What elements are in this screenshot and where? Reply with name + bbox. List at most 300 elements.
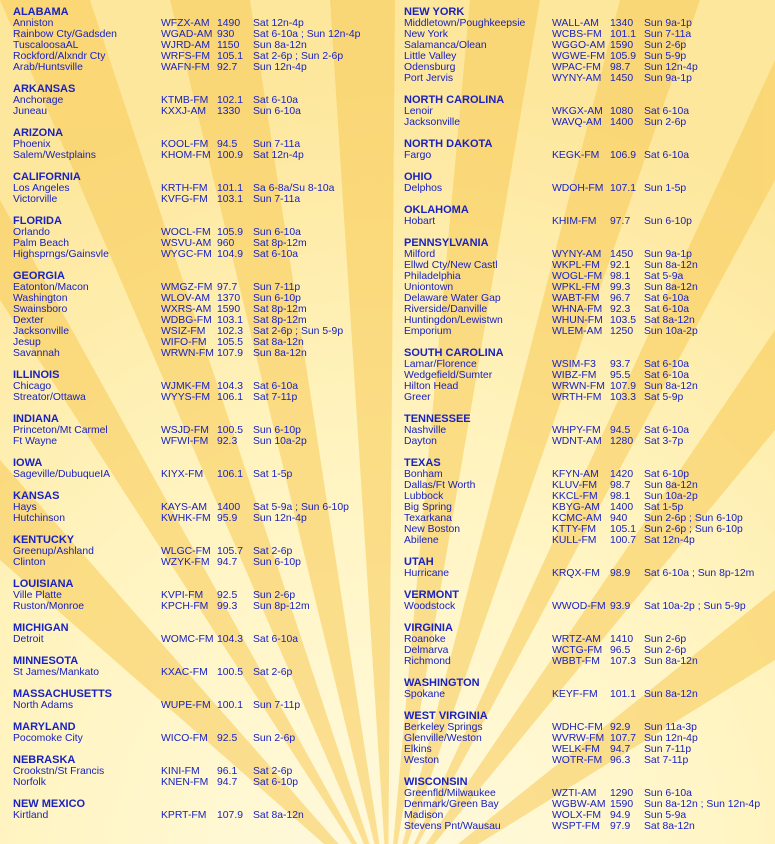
station-call-sign: WMGZ-FM (161, 282, 213, 293)
station-frequency: 1150 (217, 40, 240, 51)
station-city: Big Spring (404, 502, 452, 513)
station-call-sign: WELK-FM (552, 744, 600, 755)
station-city: Texarkana (404, 513, 452, 524)
station-air-time: Sat 7-11p (253, 392, 298, 403)
station-call-sign: WKGX-AM (552, 106, 603, 117)
station-call-sign: WRWN-FM (552, 381, 605, 392)
station-frequency: 97.7 (217, 282, 238, 293)
station-city: Greenfld/Milwaukee (404, 788, 496, 799)
station-air-time: Sun 8a-12n (644, 689, 698, 700)
station-row (13, 392, 388, 403)
station-frequency: 102.1 (217, 95, 244, 106)
state-name: CALIFORNIA (13, 171, 81, 183)
state-section (404, 776, 774, 832)
station-call-sign: WDNT-AM (552, 436, 602, 447)
state-name: VIRGINIA (404, 622, 453, 634)
station-frequency: 1400 (610, 502, 634, 513)
station-call-sign: WSPT-FM (552, 821, 600, 832)
station-frequency: 1330 (217, 106, 241, 117)
station-row (13, 40, 388, 51)
station-city: Streator/Ottawa (13, 392, 86, 403)
station-city: Juneau (13, 106, 48, 117)
station-frequency: 102.3 (217, 326, 244, 337)
station-city: Washington (13, 293, 68, 304)
station-row (13, 150, 388, 161)
station-row (13, 51, 388, 62)
station-air-time: Sun 8a-12n (253, 348, 307, 359)
station-call-sign: KHOM-FM (161, 150, 211, 161)
station-frequency: 1400 (610, 117, 634, 128)
station-air-time: Sun 7-11a (644, 29, 692, 40)
station-city: Roanoke (404, 634, 446, 645)
state-section (13, 413, 388, 447)
state-name: OKLAHOMA (404, 204, 469, 216)
station-city: Berkeley Springs (404, 722, 483, 733)
station-air-time: Sat 10a-2p ; Sun 5-9p (644, 601, 746, 612)
station-call-sign: WSIZ-FM (161, 326, 206, 337)
station-row (13, 601, 388, 612)
station-frequency: 1250 (610, 326, 634, 337)
state-name: VERMONT (404, 589, 459, 601)
station-city: Uniontown (404, 282, 454, 293)
station-city: Savannah (13, 348, 60, 359)
station-air-time: Sun 6-10p (253, 557, 301, 568)
station-call-sign: WJRD-AM (161, 40, 211, 51)
state-name: MICHIGAN (13, 622, 69, 634)
station-city: Jesup (13, 337, 41, 348)
station-row (404, 744, 774, 755)
station-frequency: 100.7 (610, 535, 637, 546)
station-air-time: Sat 7-11p (644, 755, 689, 766)
station-frequency: 100.5 (217, 667, 244, 678)
station-call-sign: WUPE-FM (161, 700, 211, 711)
state-name: UTAH (404, 556, 434, 568)
station-frequency: 98.1 (610, 271, 631, 282)
station-frequency: 1590 (610, 799, 634, 810)
station-air-time: Sun 5-9a (644, 810, 687, 821)
station-row (404, 568, 774, 579)
station-air-time: Sun 6-10a (253, 227, 301, 238)
station-row (404, 62, 774, 73)
station-frequency: 94.5 (217, 139, 238, 150)
station-call-sign: KRTH-FM (161, 183, 208, 194)
station-frequency: 101.1 (610, 689, 637, 700)
station-city: Bonham (404, 469, 443, 480)
station-air-time: Sat 1-5p (253, 469, 293, 480)
station-frequency: 103.3 (610, 392, 637, 403)
station-frequency: 1590 (217, 304, 241, 315)
station-frequency: 1450 (610, 249, 634, 260)
station-air-time: Sun 2-6p (253, 590, 296, 601)
station-call-sign: WRTZ-AM (552, 634, 601, 645)
station-row (404, 524, 774, 535)
station-row (404, 293, 774, 304)
state-name: KANSAS (13, 490, 60, 502)
station-row (13, 557, 388, 568)
state-section (13, 215, 388, 260)
station-air-time: Sun 12n-4p (253, 62, 307, 73)
station-row (404, 502, 774, 513)
station-city: New Boston (404, 524, 461, 535)
station-frequency: 96.5 (610, 645, 631, 656)
station-row (13, 95, 388, 106)
state-section (404, 138, 774, 161)
station-frequency: 92.7 (217, 62, 238, 73)
station-call-sign: WGGO-AM (552, 40, 606, 51)
station-frequency: 96.7 (610, 293, 631, 304)
station-city: Hays (13, 502, 37, 513)
station-city: Orlando (13, 227, 50, 238)
station-row (13, 634, 388, 645)
station-city: St James/Mankato (13, 667, 100, 678)
state-name: MARYLAND (13, 721, 76, 733)
station-air-time: Sun 10a-2p (644, 326, 698, 337)
state-name: NORTH DAKOTA (404, 138, 493, 150)
station-frequency: 98.7 (610, 480, 631, 491)
station-city: Greer (404, 392, 431, 403)
station-row (13, 733, 388, 744)
station-air-time: Sun 8a-12n (644, 282, 698, 293)
state-name: NORTH CAROLINA (404, 94, 505, 106)
station-call-sign: WLGC-FM (161, 546, 211, 557)
station-frequency: 107.9 (217, 810, 244, 821)
station-city: Kirtland (13, 810, 49, 821)
state-name: IOWA (13, 457, 43, 469)
state-section (404, 171, 774, 194)
station-call-sign: KVFG-FM (161, 194, 208, 205)
station-frequency: 94.7 (217, 777, 238, 788)
station-city: Ellwd Cty/New Castl (404, 260, 498, 271)
station-air-time: Sun 9a-1p (644, 73, 692, 84)
station-frequency: 104.3 (217, 634, 244, 645)
station-call-sign: WOMC-FM (161, 634, 214, 645)
station-call-sign: KKCL-FM (552, 491, 598, 502)
station-frequency: 98.7 (610, 62, 631, 73)
station-row (13, 700, 388, 711)
station-city: Anchorage (13, 95, 64, 106)
station-call-sign: KBYG-AM (552, 502, 600, 513)
station-call-sign: KFYN-AM (552, 469, 599, 480)
state-section (404, 413, 774, 447)
station-frequency: 101.1 (217, 183, 244, 194)
station-air-time: Sun 2-6p (644, 40, 687, 51)
station-frequency: 107.7 (610, 733, 637, 744)
station-air-time: Sun 8a-12n (644, 381, 698, 392)
station-call-sign: WALL-AM (552, 18, 599, 29)
station-air-time: Sun 6-10a (644, 788, 692, 799)
station-row (404, 491, 774, 502)
state-section (404, 457, 774, 546)
station-city: Lamar/Florence (404, 359, 477, 370)
station-call-sign: KPRT-FM (161, 810, 207, 821)
station-air-time: Sat 8p-12m (253, 315, 307, 326)
station-city: Denmark/Green Bay (404, 799, 499, 810)
station-air-time: Sun 8a-12n ; Sun 12n-4p (644, 799, 761, 810)
station-call-sign: WRTH-FM (552, 392, 602, 403)
station-row (404, 821, 774, 832)
station-call-sign: WICO-FM (161, 733, 208, 744)
station-city: Milford (404, 249, 436, 260)
station-city: Dallas/Ft Worth (404, 480, 476, 491)
station-air-time: Sun 6-10a (253, 106, 301, 117)
station-air-time: Sat 1-5p (644, 502, 684, 513)
state-name: ARIZONA (13, 127, 64, 139)
station-frequency: 1080 (610, 106, 634, 117)
station-call-sign: KOOL-FM (161, 139, 209, 150)
station-frequency: 107.9 (217, 348, 244, 359)
station-air-time: Sat 8p-12m (253, 238, 307, 249)
station-call-sign: WYNY-AM (552, 249, 602, 260)
station-frequency: 105.5 (217, 337, 244, 348)
station-row (13, 18, 388, 29)
station-city: Lubbock (404, 491, 444, 502)
station-call-sign: WGBW-AM (552, 799, 606, 810)
station-call-sign: WYNY-AM (552, 73, 602, 84)
station-air-time: Sun 10a-2p (644, 491, 698, 502)
station-city: Dayton (404, 436, 437, 447)
state-section (404, 556, 774, 579)
station-row (13, 62, 388, 73)
station-column-left (13, 6, 388, 831)
station-row (404, 656, 774, 667)
station-frequency: 99.3 (217, 601, 238, 612)
station-row (13, 304, 388, 315)
station-frequency: 92.9 (610, 722, 631, 733)
station-city: Detroit (13, 634, 44, 645)
station-row (404, 271, 774, 282)
station-city: Dexter (13, 315, 44, 326)
station-city: Riverside/Danville (404, 304, 488, 315)
state-section (13, 127, 388, 161)
station-frequency: 1450 (610, 73, 634, 84)
station-frequency: 100.9 (217, 150, 244, 161)
station-city: Spokane (404, 689, 446, 700)
station-row (404, 359, 774, 370)
station-air-time: Sun 2-6p (644, 117, 687, 128)
station-frequency: 94.7 (217, 557, 238, 568)
station-city: Eatonton/Macon (13, 282, 89, 293)
station-city: Salamanca/Olean (404, 40, 487, 51)
station-air-time: Sat 12n-4p (253, 150, 304, 161)
station-row (13, 194, 388, 205)
station-row (404, 216, 774, 227)
station-frequency: 92.5 (217, 590, 238, 601)
state-name: SOUTH CAROLINA (404, 347, 504, 359)
station-air-time: Sat 3-7p (644, 436, 684, 447)
station-city: Woodstock (404, 601, 456, 612)
station-call-sign: WDBG-FM (161, 315, 212, 326)
station-frequency: 105.1 (217, 51, 244, 62)
station-call-sign: KHIM-FM (552, 216, 597, 227)
station-frequency: 1370 (217, 293, 241, 304)
state-name: WASHINGTON (404, 677, 480, 689)
station-air-time: Sun 2-6p (644, 634, 687, 645)
station-city: Rainbow Cty/Gadsden (13, 29, 117, 40)
station-air-time: Sun 7-11p (253, 700, 301, 711)
station-air-time: Sun 7-11p (253, 282, 301, 293)
state-name: NEW YORK (404, 6, 465, 18)
state-section (404, 677, 774, 700)
station-city: Anniston (13, 18, 54, 29)
station-row (13, 667, 388, 678)
station-call-sign: WGWE-FM (552, 51, 606, 62)
station-frequency: 103.5 (610, 315, 637, 326)
station-row (13, 337, 388, 348)
station-air-time: Sat 8p-12m (253, 304, 307, 315)
station-call-sign: WLOV-AM (161, 293, 211, 304)
station-call-sign: WIFO-FM (161, 337, 207, 348)
station-frequency: 940 (610, 513, 628, 524)
station-city: Greenup/Ashland (13, 546, 94, 557)
station-call-sign: KAYS-AM (161, 502, 207, 513)
state-section (13, 622, 388, 645)
station-row (404, 469, 774, 480)
station-row (13, 293, 388, 304)
state-name: ARKANSAS (13, 83, 76, 95)
station-call-sign: KRQX-FM (552, 568, 600, 579)
state-section (404, 710, 774, 766)
station-row (404, 381, 774, 392)
station-row (404, 304, 774, 315)
station-frequency: 960 (217, 238, 235, 249)
station-air-time: Sun 2-6p (644, 645, 687, 656)
station-frequency: 99.3 (610, 282, 631, 293)
station-city: Highsprngs/Gainsvle (13, 249, 109, 260)
station-frequency: 105.1 (610, 524, 637, 535)
station-air-time: Sun 10a-2p (253, 436, 307, 447)
station-frequency: 1420 (610, 469, 634, 480)
station-air-time: Sat 6-10a (253, 95, 299, 106)
state-name: PENNSYLVANIA (404, 237, 489, 249)
station-air-time: Sat 2-6p (253, 766, 293, 777)
station-air-time: Sat 6-10a (644, 150, 690, 161)
state-section (404, 94, 774, 128)
station-call-sign: WOLX-FM (552, 810, 602, 821)
station-frequency: 1280 (610, 436, 634, 447)
state-section (404, 237, 774, 337)
state-name: NEW MEXICO (13, 798, 86, 810)
state-section (13, 457, 388, 480)
station-call-sign: WPAC-FM (552, 62, 601, 73)
station-frequency: 94.9 (610, 810, 631, 821)
state-name: WISCONSIN (404, 776, 468, 788)
station-row (404, 29, 774, 40)
station-row (404, 513, 774, 524)
station-air-time: Sun 5-9p (644, 51, 687, 62)
station-call-sign: KEGK-FM (552, 150, 600, 161)
station-row (13, 469, 388, 480)
station-frequency: 930 (217, 29, 235, 40)
station-frequency: 107.3 (610, 656, 637, 667)
station-air-time: Sat 6-10a (644, 106, 690, 117)
station-row (404, 799, 774, 810)
station-frequency: 95.9 (217, 513, 238, 524)
station-air-time: Sun 1-5p (644, 183, 687, 194)
station-call-sign: KEYF-FM (552, 689, 598, 700)
station-air-time: Sun 12n-4p (644, 733, 698, 744)
station-call-sign: KTTY-FM (552, 524, 597, 535)
state-name: FLORIDA (13, 215, 62, 227)
station-row (13, 249, 388, 260)
station-city: North Adams (13, 700, 74, 711)
station-row (13, 425, 388, 436)
station-city: Delphos (404, 183, 443, 194)
station-city: Hilton Head (404, 381, 459, 392)
station-row (404, 150, 774, 161)
station-row (404, 425, 774, 436)
station-city: Los Angeles (13, 183, 70, 194)
station-air-time: Sun 8a-12n (253, 40, 307, 51)
station-row (404, 634, 774, 645)
station-air-time: Sat 8a-12n (644, 315, 695, 326)
state-name: LOUISIANA (13, 578, 74, 590)
station-row (404, 51, 774, 62)
station-column-right (404, 6, 774, 842)
station-row (13, 282, 388, 293)
station-air-time: Sat 6-10a ; Sun 12n-4p (253, 29, 361, 40)
station-air-time: Sat 5-9p (644, 392, 684, 403)
station-call-sign: WOGL-FM (552, 271, 603, 282)
station-city: Hurricane (404, 568, 450, 579)
station-city: Nashville (404, 425, 447, 436)
station-frequency: 105.7 (217, 546, 244, 557)
state-section (13, 534, 388, 568)
station-frequency: 98.9 (610, 568, 631, 579)
station-row (13, 381, 388, 392)
station-frequency: 106.1 (217, 469, 244, 480)
station-city: Abilene (404, 535, 439, 546)
station-air-time: Sun 8a-12n (644, 260, 698, 271)
station-city: Clinton (13, 557, 46, 568)
station-row (13, 502, 388, 513)
station-frequency: 101.1 (610, 29, 637, 40)
state-name: OHIO (404, 171, 433, 183)
station-city: Glenville/Weston (404, 733, 482, 744)
station-call-sign: WABT-FM (552, 293, 600, 304)
station-frequency: 92.3 (610, 304, 631, 315)
station-city: Ft Wayne (13, 436, 58, 447)
station-air-time: Sun 7-11p (644, 744, 692, 755)
station-row (13, 183, 388, 194)
station-call-sign: WYGC-FM (161, 249, 212, 260)
station-air-time: Sun 8p-12m (253, 601, 310, 612)
station-row (13, 238, 388, 249)
station-city: Fargo (404, 150, 432, 161)
station-city: Philadelphia (404, 271, 461, 282)
station-frequency: 106.9 (610, 150, 637, 161)
state-section (13, 688, 388, 711)
station-air-time: Sat 8a-12n (644, 821, 695, 832)
station-row (13, 777, 388, 788)
station-frequency: 96.1 (217, 766, 238, 777)
station-row (404, 18, 774, 29)
station-air-time: Sat 6-10p (644, 469, 690, 480)
station-frequency: 98.1 (610, 491, 631, 502)
station-frequency: 107.9 (610, 381, 637, 392)
station-call-sign: KXAC-FM (161, 667, 208, 678)
station-call-sign: WHNA-FM (552, 304, 603, 315)
station-row (404, 392, 774, 403)
station-air-time: Sat 12n-4p (644, 535, 695, 546)
state-name: TENNESSEE (404, 413, 471, 425)
station-row (404, 645, 774, 656)
station-row (404, 106, 774, 117)
station-city: Stevens Pnt/Wausau (404, 821, 501, 832)
station-row (13, 348, 388, 359)
station-row (404, 689, 774, 700)
station-call-sign: WZYK-FM (161, 557, 210, 568)
station-row (404, 733, 774, 744)
